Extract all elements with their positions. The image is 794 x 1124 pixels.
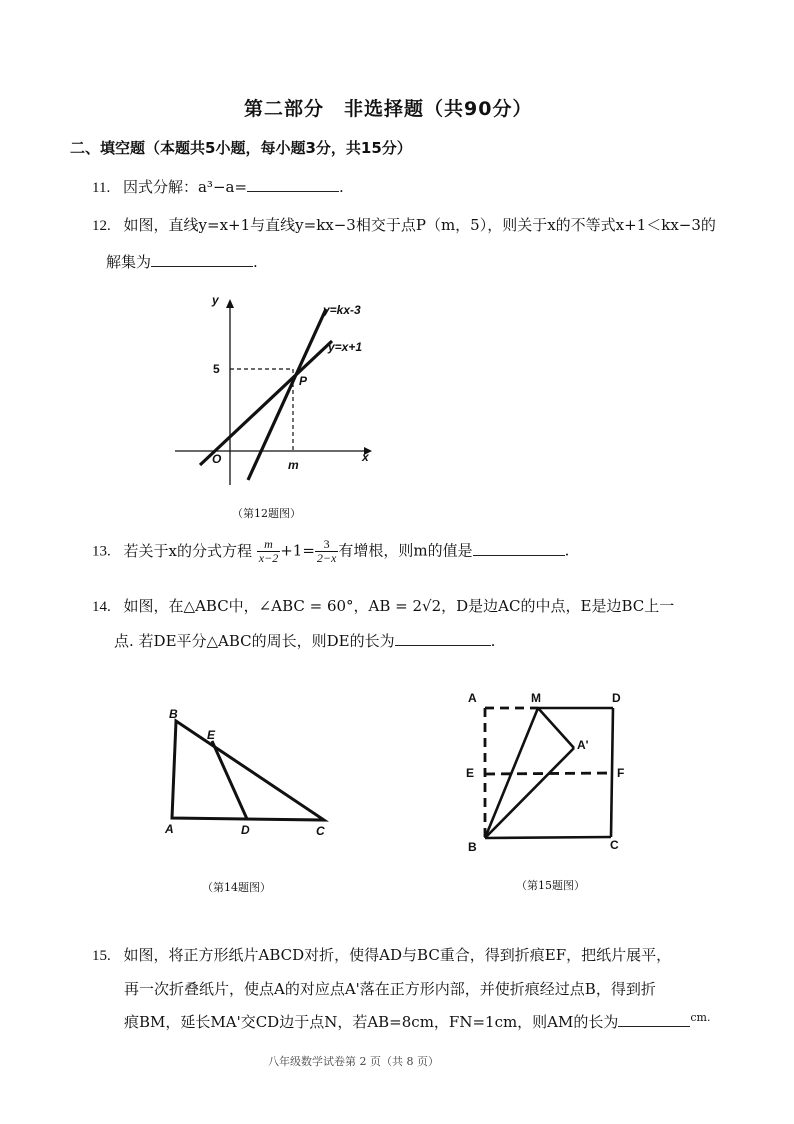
question-text-mid: +1= [280,541,315,560]
section-heading: 二、填空题（本题共5小题，每小题3分，共15分） [70,139,412,157]
label-line-x-plus-1: y=x+1 [328,340,363,354]
label-c: C [316,824,325,838]
label-line-kx-minus-3: y=kx-3 [323,303,361,317]
question-14-line2 [114,630,495,651]
question-12-line1 [92,214,716,235]
figure-14-caption: （第14题图） [202,881,271,894]
fraction-denominator: x−2 [258,551,279,565]
question-end: . [253,253,258,271]
question-11 [92,176,344,197]
question-13 [92,538,569,565]
segment-ma1 [538,708,574,748]
question-number: 12. [92,218,111,234]
page-footer: 八年级数学试卷第 2 页（共 8 页） [268,1055,439,1068]
label-five: 5 [213,362,220,376]
question-unit: cm. [690,1011,711,1024]
question-text: 再一次折叠纸片，使点A的对应点A'落在正方形内部，并使折痕经过点B，得到折 [124,980,656,998]
answer-blank [618,1012,690,1027]
question-number: 11. [92,180,111,196]
question-14-line1 [92,595,674,616]
question-text: 点. 若DE平分△ABC的周长，则DE的长为 [114,632,395,650]
label-origin: O [212,452,222,466]
question-number: 13. [92,543,111,560]
label-c: C [610,838,619,852]
answer-blank [395,631,491,646]
figure-15-caption: （第15题图） [516,879,585,892]
part-heading: 第二部分 非选择题（共90分） [244,98,533,120]
question-text: 如图，直线y=x+1与直线y=kx−3相交于点P（m，5），则关于x的不等式x+1＜kx−3的 [123,216,716,234]
label-b: B [169,707,178,721]
label-b: B [468,840,477,854]
question-number: 15. [92,948,111,964]
question-text: 因式分解：a³−a= [122,178,248,196]
fraction-numerator: 3 [315,538,338,552]
figure-15-square [470,690,630,850]
fraction-3-over-2-minus-x [315,538,338,565]
question-15-line1 [92,944,671,965]
label-m: m [288,458,299,472]
question-text: 痕BM，延长MA'交CD边于点N，若AB=8cm，FN=1cm，则AM的长为 [124,1013,619,1031]
question-end: . [564,541,570,560]
side-bc [485,837,611,838]
answer-blank [473,541,565,556]
question-12-line2 [106,251,258,272]
label-point-p: P [299,374,308,388]
label-x: x [362,450,369,464]
question-text: 如图，在△ABC中，∠ABC = 60°，AB = 2√2，D是边AC的中点，E是边BC上一 [123,597,675,615]
question-text-post: 有增根，则m的值是 [338,541,473,560]
figure-14-triangle [160,705,340,835]
answer-blank [151,252,253,267]
label-f: F [617,766,625,780]
question-text-pre: 若关于x的分式方程 [123,541,252,560]
segment-de [212,741,247,819]
label-d: D [612,691,621,705]
label-a: A [468,691,477,705]
fraction-denominator: 2−x [316,551,337,565]
question-end: . [339,178,344,196]
label-d: D [241,823,250,837]
answer-blank [247,177,339,192]
line-kx-minus-3 [248,309,326,480]
label-a: A [165,822,174,836]
label-a-prime: A' [577,738,589,752]
fraction-m-over-x-minus-2 [257,538,280,565]
question-15-line3 [124,1011,710,1032]
fraction-numerator: m [257,538,280,552]
label-y: y [212,293,219,307]
triangle-abc [172,721,324,820]
question-text: 解集为 [106,253,152,271]
label-e: E [207,728,216,742]
question-text: 如图，将正方形纸片ABCD对折，使得AD与BC重合，得到折痕EF，把纸片展平， [123,946,672,964]
label-m: M [531,691,541,705]
figure-12-caption: （第12题图） [232,507,301,520]
question-number: 14. [92,599,111,615]
segment-ba1 [485,748,574,838]
question-end: . [490,632,496,650]
label-e: E [466,766,475,780]
side-dc [611,708,613,837]
y-axis-arrow [226,299,234,308]
line-x-plus-1 [200,341,332,465]
question-15-line2 [124,978,656,999]
